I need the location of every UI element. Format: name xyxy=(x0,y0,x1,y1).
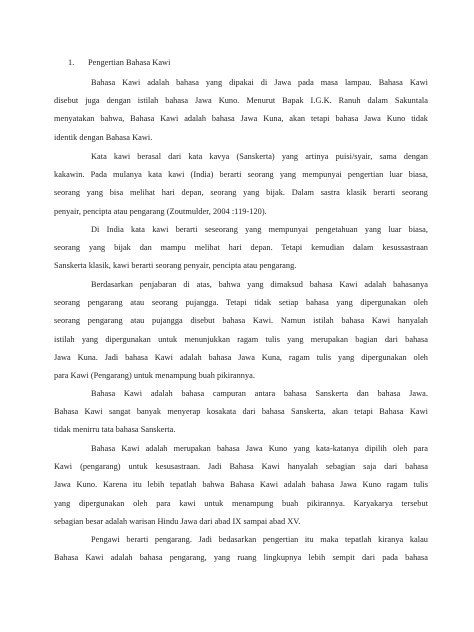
text-line: yang dipergunakan oleh para kawi untuk menampung buah pikirannya. Karyakarya tersebut xyxy=(54,498,428,508)
paragraph-4 xyxy=(54,279,428,388)
section-heading xyxy=(68,56,170,69)
text-line: Bahasa Kawi adalah bahasa pengarang, yang ruang lingkupnya lebih sempit dari pada bahasa xyxy=(54,553,428,563)
paragraph-2 xyxy=(54,151,428,224)
text-line: Berdasarkan penjabaran di atas, bahwa yang dimaksud bahasa Kawi adalah bahasanya xyxy=(91,280,428,289)
paragraph-1 xyxy=(54,77,428,150)
text-line: istilah yang dipergunakan untuk menunjukkan ragam tulis yang merupakan bagian dari bahasa xyxy=(54,334,428,344)
text-line: kakawin. Pada mulanya kata kawi (India) berarti seorang yang mempunyai pengertian luar biasa, xyxy=(54,170,428,180)
section-title: Pengertian Bahasa Kawi xyxy=(88,58,171,67)
text-line: seorang pengarang atau pujangga disebut bahasa Kawi. Namun istilah bahasa Kawi hanyalah xyxy=(54,316,428,326)
text-line: Kata kawi berasal dari kata kavya (Sanskerta) yang artinya puisi/syair, sama dengan xyxy=(91,152,428,161)
text-line: seorang yang bijak dan mampu melihat hari depan. Tetapi kemudian dalam kesussastraan xyxy=(54,243,428,253)
text-line: Kawi (pengarang) untuk kesusastraan. Jadi Bahasa Kawi hanyalah sebagian saja dari bahasa xyxy=(54,462,428,472)
text-line: seorang pengarang atau seorang pujangga. Tetapi tidak setiap bahasa yang dipergunakan oleh xyxy=(54,298,428,308)
text-line: Bahasa Kawi adalah merupakan bahasa Jawa Kuno yang kata-katanya dipilih oleh para xyxy=(91,444,428,453)
text-line: Jawa Kuno. Karena itu lebih tepatlah bahwa Bahasa Kawi adalah bahasa Jawa Kuno ragam tulis xyxy=(54,480,428,490)
section-number: 1. xyxy=(68,58,75,67)
text-line: tidak menirru tata bahasa Sanskerta. xyxy=(54,425,176,435)
text-line: disebut juga dengan istilah bahasa Jawa Kuno. Menurut Bapak I.G.K. Ranuh dalam Sakuntala xyxy=(54,96,428,106)
text-line: Bahasa Kawi sangat banyak menyerap kosakata dari bahasa Sanskerta, akan tetapi Bahasa Kawi xyxy=(54,407,428,417)
text-line: Bahasa Kawi adalah bahasa campuran antara bahasa Sanskerta dan bahasa Jawa. xyxy=(91,389,428,398)
text-line: penyair, pencipta atau pengarang (Zoutmulder, 2004 :119-120). xyxy=(54,206,267,216)
text-line: Pengawi berarti pengarang. Jadi bedasarkan pengertian itu maka tepatlah kiranya kalau xyxy=(91,535,428,544)
text-line: identik dengan Bahasa Kawi. xyxy=(54,132,153,142)
text-line: sebagian besar adalah warisan Hindu Jawa dari abad IX sampai abad XV. xyxy=(54,516,301,526)
text-line: Jawa Kuna. Jadi bahasa Kawi adalah bahasa Jawa Kuna, ragam tulis yang dipergunakan oleh xyxy=(54,352,428,362)
text-line: Di India kata kawi berarti seseorang yang mempunyai pengetahuan yang luar biasa, xyxy=(91,225,428,234)
paragraph-7 xyxy=(54,534,428,570)
paragraph-5 xyxy=(54,388,428,443)
text-line: menyatakan bahwa, Bahasa Kawi adalah bahasa Jawa Kuna, akan tetapi bahasa Jawa Kuno tidak xyxy=(54,114,428,124)
text-line: para Kawi (Pengarang) untuk menampung buah pikirannya. xyxy=(54,370,255,380)
paragraph-6 xyxy=(54,443,428,534)
text-line: seorang yang bisa melihat hari depan, seorang yang bijak. Dalam sastra klasik berarti seorang xyxy=(54,188,428,198)
text-line: Bahasa Kawi adalah bahasa yang dipakai di Jawa pada masa lampau. Bahasa Kawi xyxy=(91,78,428,87)
paragraph-3 xyxy=(54,224,428,279)
text-line: Sanskerta klasik, kawi berarti seorang penyair, pencipta atau pengarang. xyxy=(54,261,297,271)
